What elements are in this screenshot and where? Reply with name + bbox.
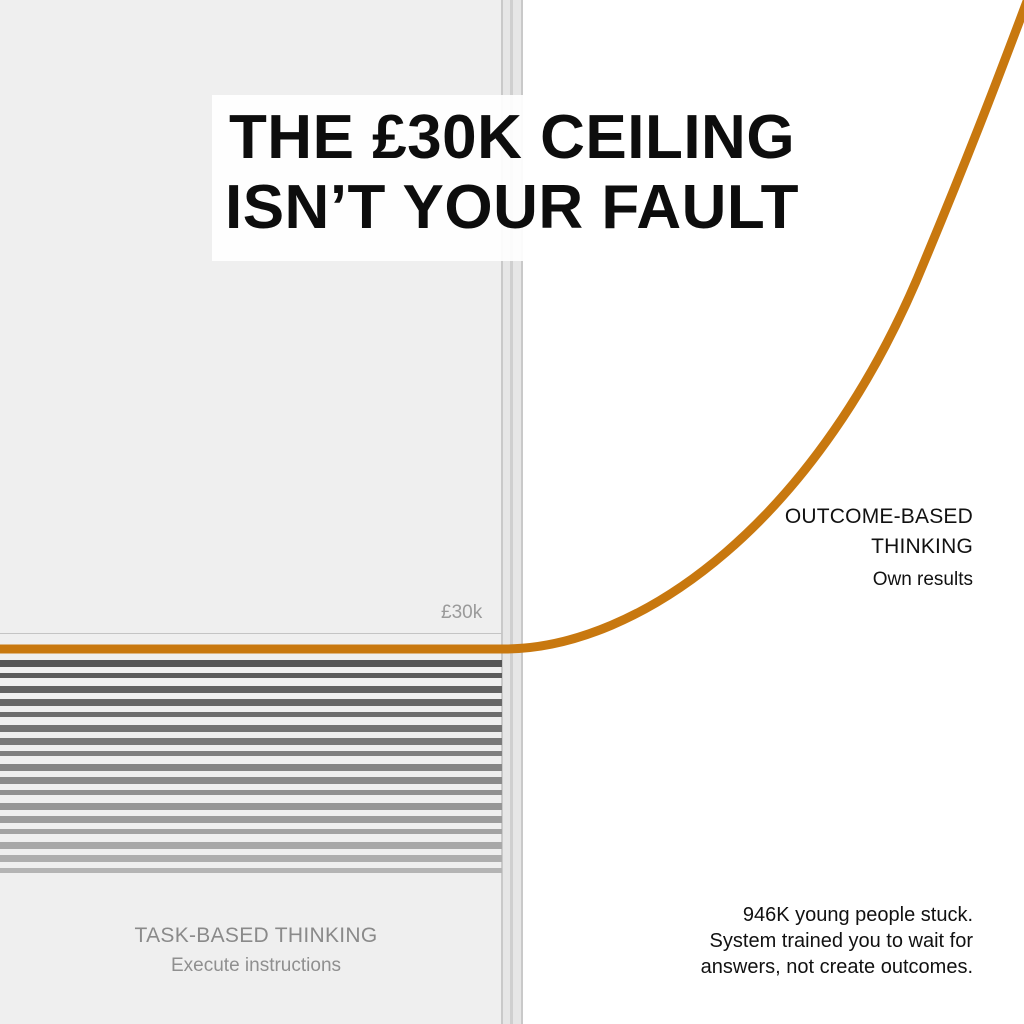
task-subheading: Execute instructions — [170, 955, 342, 976]
footnote-line-3: answers, not create outcomes. — [700, 956, 973, 978]
task-heading: TASK-BASED THINKING — [134, 924, 378, 947]
outcome-heading-line-2: THINKING — [871, 535, 973, 558]
footnote-line-1: 946K young people stuck. — [742, 904, 973, 926]
footnote-text — [701, 902, 973, 980]
headline — [212, 95, 812, 261]
outcome-subheading: Own results — [872, 569, 973, 590]
outcome-label-group — [785, 502, 973, 596]
footnote-line-2: System trained you to wait for — [709, 930, 973, 952]
outcome-heading-line-1: OUTCOME-BASED — [784, 505, 973, 528]
headline-line-2: ISN’T YOUR FAULT — [224, 173, 800, 242]
headline-line-1: THE £30K CEILING — [228, 103, 796, 172]
ceiling-label: £30k — [441, 602, 483, 623]
